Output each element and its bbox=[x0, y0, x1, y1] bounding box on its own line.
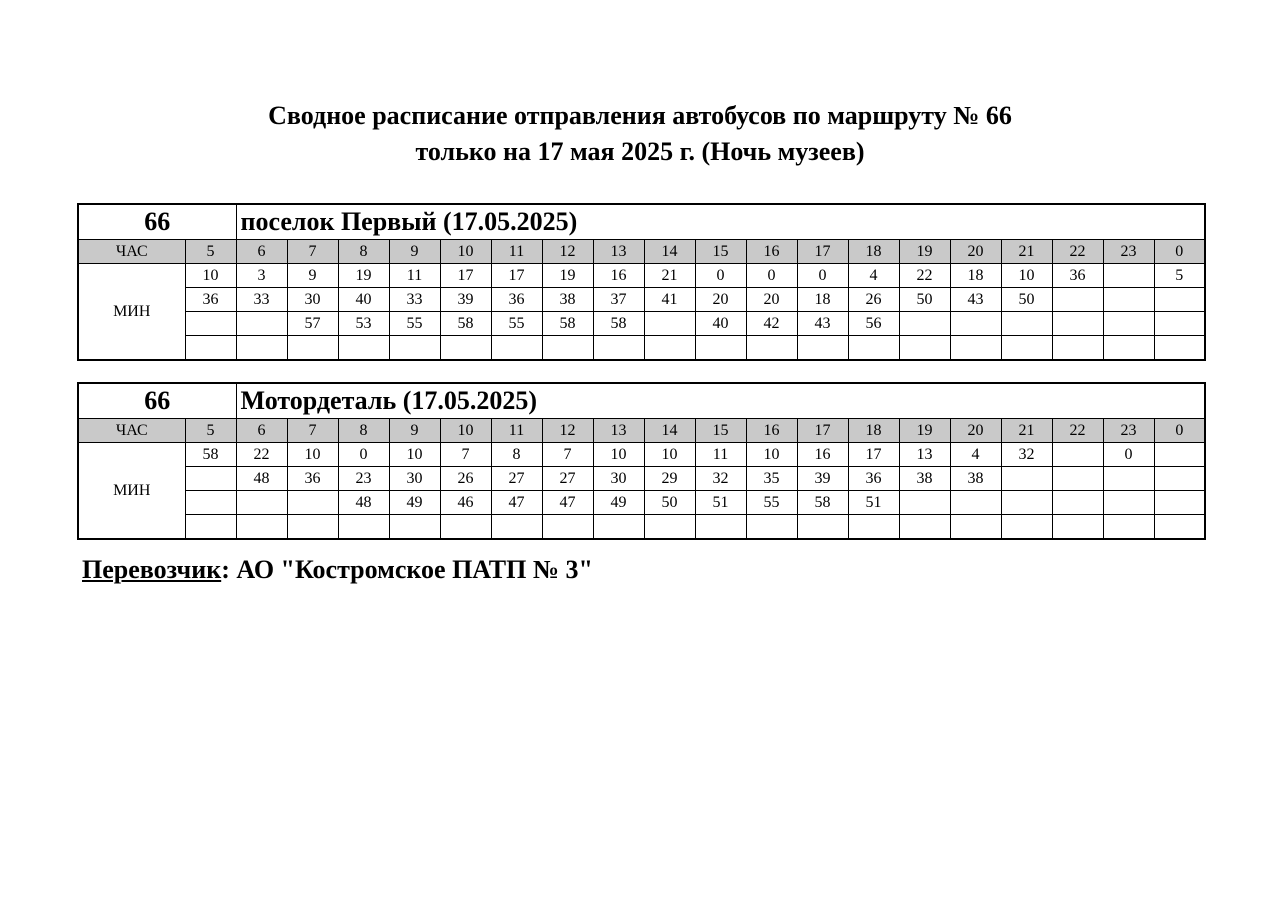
minute-cell: 16 bbox=[593, 264, 644, 288]
minute-cell: 58 bbox=[185, 443, 236, 467]
minute-cell bbox=[185, 336, 236, 361]
minute-cell bbox=[1154, 312, 1205, 336]
minutes-row bbox=[78, 467, 1205, 491]
schedule-table-poselok-pervyi bbox=[77, 203, 1206, 361]
hour-cell: 13 bbox=[593, 240, 644, 264]
minute-cell: 37 bbox=[593, 288, 644, 312]
minute-cell: 8 bbox=[491, 443, 542, 467]
schedule-header-row bbox=[78, 204, 1205, 240]
minute-label: МИН bbox=[78, 443, 185, 540]
minute-cell: 53 bbox=[338, 312, 389, 336]
minute-cell: 11 bbox=[695, 443, 746, 467]
carrier-name: : АО "Костромское ПАТП № 3" bbox=[221, 555, 593, 584]
minute-cell: 18 bbox=[950, 264, 1001, 288]
minute-cell bbox=[797, 336, 848, 361]
minute-cell bbox=[1103, 264, 1154, 288]
minute-cell: 48 bbox=[236, 467, 287, 491]
minute-cell: 29 bbox=[644, 467, 695, 491]
minute-cell bbox=[950, 312, 1001, 336]
hour-cell: 11 bbox=[491, 419, 542, 443]
carrier-label: Перевозчик bbox=[82, 555, 222, 584]
minute-cell: 5 bbox=[1154, 264, 1205, 288]
hour-cell: 6 bbox=[236, 419, 287, 443]
minute-cell: 19 bbox=[338, 264, 389, 288]
minute-cell: 27 bbox=[491, 467, 542, 491]
minute-cell bbox=[1103, 288, 1154, 312]
minute-cell bbox=[593, 336, 644, 361]
hour-cell: 12 bbox=[542, 240, 593, 264]
minute-cell bbox=[1052, 336, 1103, 361]
hour-cell: 14 bbox=[644, 419, 695, 443]
hour-cell: 9 bbox=[389, 240, 440, 264]
minute-cell: 7 bbox=[542, 443, 593, 467]
hour-cell: 8 bbox=[338, 240, 389, 264]
minute-cell: 0 bbox=[338, 443, 389, 467]
minute-cell: 49 bbox=[593, 491, 644, 515]
minute-cell: 38 bbox=[542, 288, 593, 312]
hour-cell: 7 bbox=[287, 240, 338, 264]
minute-cell: 41 bbox=[644, 288, 695, 312]
minute-cell bbox=[644, 312, 695, 336]
minute-cell bbox=[746, 336, 797, 361]
hour-cell: 6 bbox=[236, 240, 287, 264]
minute-cell bbox=[236, 336, 287, 361]
minute-cell: 4 bbox=[950, 443, 1001, 467]
minute-cell: 55 bbox=[491, 312, 542, 336]
minute-cell: 18 bbox=[797, 288, 848, 312]
hours-row bbox=[78, 419, 1205, 443]
hour-cell: 15 bbox=[695, 240, 746, 264]
minute-cell: 38 bbox=[899, 467, 950, 491]
hour-cell: 7 bbox=[287, 419, 338, 443]
minute-cell: 20 bbox=[695, 288, 746, 312]
hour-cell: 19 bbox=[899, 240, 950, 264]
hour-cell: 10 bbox=[440, 240, 491, 264]
hour-cell: 15 bbox=[695, 419, 746, 443]
minute-cell: 7 bbox=[440, 443, 491, 467]
minute-cell: 49 bbox=[389, 491, 440, 515]
hour-cell: 0 bbox=[1154, 240, 1205, 264]
minute-cell: 32 bbox=[695, 467, 746, 491]
hour-cell: 11 bbox=[491, 240, 542, 264]
schedule-header-row bbox=[78, 383, 1205, 419]
minute-cell: 10 bbox=[593, 443, 644, 467]
minute-cell bbox=[899, 336, 950, 361]
minute-cell bbox=[797, 515, 848, 540]
minute-cell: 19 bbox=[542, 264, 593, 288]
minute-cell bbox=[236, 491, 287, 515]
minute-cell: 51 bbox=[695, 491, 746, 515]
stop-name: Мотордеталь (17.05.2025) bbox=[236, 383, 1205, 419]
minute-cell: 30 bbox=[593, 467, 644, 491]
minute-cell: 27 bbox=[542, 467, 593, 491]
title-line-1: Сводное расписание отправления автобусов по маршруту № 66 bbox=[268, 101, 1012, 130]
minutes-row bbox=[78, 443, 1205, 467]
minute-cell: 46 bbox=[440, 491, 491, 515]
minute-cell bbox=[287, 336, 338, 361]
minute-cell bbox=[338, 336, 389, 361]
minute-cell: 43 bbox=[950, 288, 1001, 312]
minute-cell: 36 bbox=[287, 467, 338, 491]
minute-cell: 16 bbox=[797, 443, 848, 467]
minute-cell: 47 bbox=[491, 491, 542, 515]
minute-cell bbox=[1103, 336, 1154, 361]
hour-cell: 10 bbox=[440, 419, 491, 443]
minute-cell bbox=[695, 515, 746, 540]
minute-cell bbox=[440, 336, 491, 361]
minute-cell bbox=[644, 336, 695, 361]
minute-cell: 39 bbox=[797, 467, 848, 491]
minute-cell: 17 bbox=[440, 264, 491, 288]
minute-cell: 39 bbox=[440, 288, 491, 312]
document-title bbox=[0, 98, 1280, 170]
minute-cell bbox=[440, 515, 491, 540]
minute-cell bbox=[1052, 515, 1103, 540]
minute-cell bbox=[746, 515, 797, 540]
minute-cell: 26 bbox=[848, 288, 899, 312]
minute-cell: 55 bbox=[389, 312, 440, 336]
minute-cell: 23 bbox=[338, 467, 389, 491]
minute-cell: 48 bbox=[338, 491, 389, 515]
minute-cell: 9 bbox=[287, 264, 338, 288]
minute-cell: 4 bbox=[848, 264, 899, 288]
minute-cell: 26 bbox=[440, 467, 491, 491]
minute-cell bbox=[185, 491, 236, 515]
hour-cell: 22 bbox=[1052, 240, 1103, 264]
minute-cell bbox=[848, 336, 899, 361]
minute-cell bbox=[950, 491, 1001, 515]
minute-cell: 10 bbox=[185, 264, 236, 288]
minute-cell bbox=[1154, 515, 1205, 540]
minute-cell: 10 bbox=[287, 443, 338, 467]
minute-cell: 55 bbox=[746, 491, 797, 515]
minute-cell: 47 bbox=[542, 491, 593, 515]
minute-cell: 11 bbox=[389, 264, 440, 288]
minute-cell bbox=[1103, 467, 1154, 491]
minute-cell: 30 bbox=[287, 288, 338, 312]
minute-cell bbox=[338, 515, 389, 540]
hour-cell: 8 bbox=[338, 419, 389, 443]
minutes-row bbox=[78, 336, 1205, 361]
minute-cell bbox=[287, 491, 338, 515]
minute-cell: 36 bbox=[185, 288, 236, 312]
minute-cell bbox=[287, 515, 338, 540]
minute-cell bbox=[593, 515, 644, 540]
minute-cell: 21 bbox=[644, 264, 695, 288]
minute-cell: 43 bbox=[797, 312, 848, 336]
minute-cell bbox=[1103, 312, 1154, 336]
minute-cell bbox=[950, 336, 1001, 361]
hour-cell: 20 bbox=[950, 419, 1001, 443]
minutes-row bbox=[78, 312, 1205, 336]
minute-cell bbox=[950, 515, 1001, 540]
hour-cell: 17 bbox=[797, 240, 848, 264]
hour-cell: 19 bbox=[899, 419, 950, 443]
minute-cell: 10 bbox=[644, 443, 695, 467]
minute-cell bbox=[185, 312, 236, 336]
minute-cell: 58 bbox=[542, 312, 593, 336]
hour-cell: 5 bbox=[185, 240, 236, 264]
minute-cell bbox=[899, 491, 950, 515]
title-line-2: только на 17 мая 2025 г. (Ночь музеев) bbox=[415, 137, 865, 166]
minute-cell bbox=[848, 515, 899, 540]
hours-row bbox=[78, 240, 1205, 264]
minute-cell bbox=[1154, 491, 1205, 515]
minute-cell: 0 bbox=[797, 264, 848, 288]
minute-cell: 42 bbox=[746, 312, 797, 336]
minute-cell: 50 bbox=[644, 491, 695, 515]
minute-cell: 3 bbox=[236, 264, 287, 288]
minute-cell bbox=[491, 515, 542, 540]
minute-cell bbox=[1103, 515, 1154, 540]
minutes-row bbox=[78, 288, 1205, 312]
minute-cell: 10 bbox=[746, 443, 797, 467]
hour-cell: 22 bbox=[1052, 419, 1103, 443]
minute-cell: 36 bbox=[491, 288, 542, 312]
carrier-info bbox=[82, 553, 593, 587]
minute-cell: 10 bbox=[1001, 264, 1052, 288]
minute-cell bbox=[1052, 312, 1103, 336]
hour-cell: 0 bbox=[1154, 419, 1205, 443]
minute-cell: 58 bbox=[440, 312, 491, 336]
minute-cell: 57 bbox=[287, 312, 338, 336]
minute-cell bbox=[1154, 443, 1205, 467]
minute-cell: 13 bbox=[899, 443, 950, 467]
hour-cell: 9 bbox=[389, 419, 440, 443]
minute-cell bbox=[542, 336, 593, 361]
minute-cell: 58 bbox=[593, 312, 644, 336]
minute-cell bbox=[1052, 467, 1103, 491]
hour-cell: 16 bbox=[746, 240, 797, 264]
minute-cell bbox=[1154, 467, 1205, 491]
minute-cell: 0 bbox=[746, 264, 797, 288]
minute-cell: 32 bbox=[1001, 443, 1052, 467]
hour-label: ЧАС bbox=[78, 419, 185, 443]
minute-cell bbox=[644, 515, 695, 540]
minute-cell bbox=[1001, 312, 1052, 336]
hour-cell: 23 bbox=[1103, 240, 1154, 264]
minute-cell bbox=[236, 312, 287, 336]
minute-cell bbox=[1052, 288, 1103, 312]
hour-cell: 17 bbox=[797, 419, 848, 443]
minute-cell bbox=[899, 312, 950, 336]
minute-cell bbox=[542, 515, 593, 540]
minute-cell bbox=[185, 515, 236, 540]
route-number: 66 bbox=[78, 383, 236, 419]
minute-cell: 30 bbox=[389, 467, 440, 491]
minute-cell bbox=[695, 336, 746, 361]
hour-cell: 18 bbox=[848, 419, 899, 443]
minute-cell: 58 bbox=[797, 491, 848, 515]
route-number: 66 bbox=[78, 204, 236, 240]
minute-cell: 33 bbox=[236, 288, 287, 312]
hour-label: ЧАС bbox=[78, 240, 185, 264]
minute-cell: 36 bbox=[848, 467, 899, 491]
minute-cell: 17 bbox=[491, 264, 542, 288]
minute-cell bbox=[1001, 336, 1052, 361]
hour-cell: 23 bbox=[1103, 419, 1154, 443]
minute-cell: 38 bbox=[950, 467, 1001, 491]
minute-cell: 22 bbox=[236, 443, 287, 467]
minute-cell: 56 bbox=[848, 312, 899, 336]
hour-cell: 16 bbox=[746, 419, 797, 443]
minute-cell: 33 bbox=[389, 288, 440, 312]
minute-cell bbox=[389, 336, 440, 361]
hour-cell: 14 bbox=[644, 240, 695, 264]
hour-cell: 18 bbox=[848, 240, 899, 264]
minutes-row bbox=[78, 515, 1205, 540]
minute-cell: 0 bbox=[695, 264, 746, 288]
minute-cell: 35 bbox=[746, 467, 797, 491]
hour-cell: 5 bbox=[185, 419, 236, 443]
minute-cell bbox=[1154, 288, 1205, 312]
minute-cell bbox=[185, 467, 236, 491]
minute-cell bbox=[491, 336, 542, 361]
minute-cell: 51 bbox=[848, 491, 899, 515]
hour-cell: 13 bbox=[593, 419, 644, 443]
hour-cell: 20 bbox=[950, 240, 1001, 264]
minute-cell: 22 bbox=[899, 264, 950, 288]
minute-cell bbox=[899, 515, 950, 540]
minutes-row bbox=[78, 491, 1205, 515]
hour-cell: 12 bbox=[542, 419, 593, 443]
minute-cell bbox=[1052, 491, 1103, 515]
minute-cell: 17 bbox=[848, 443, 899, 467]
minute-cell: 50 bbox=[1001, 288, 1052, 312]
minute-cell bbox=[1154, 336, 1205, 361]
schedule-table-motordetal bbox=[77, 382, 1206, 540]
minute-cell bbox=[1052, 443, 1103, 467]
minute-cell: 20 bbox=[746, 288, 797, 312]
minute-cell bbox=[1001, 467, 1052, 491]
hour-cell: 21 bbox=[1001, 419, 1052, 443]
minute-label: МИН bbox=[78, 264, 185, 361]
minute-cell bbox=[389, 515, 440, 540]
hour-cell: 21 bbox=[1001, 240, 1052, 264]
minute-cell bbox=[1001, 515, 1052, 540]
minute-cell: 36 bbox=[1052, 264, 1103, 288]
minute-cell: 40 bbox=[695, 312, 746, 336]
minute-cell bbox=[1001, 491, 1052, 515]
minute-cell: 50 bbox=[899, 288, 950, 312]
minute-cell: 40 bbox=[338, 288, 389, 312]
minute-cell: 10 bbox=[389, 443, 440, 467]
minute-cell: 0 bbox=[1103, 443, 1154, 467]
minute-cell bbox=[1103, 491, 1154, 515]
stop-name: поселок Первый (17.05.2025) bbox=[236, 204, 1205, 240]
minutes-row bbox=[78, 264, 1205, 288]
minute-cell bbox=[236, 515, 287, 540]
